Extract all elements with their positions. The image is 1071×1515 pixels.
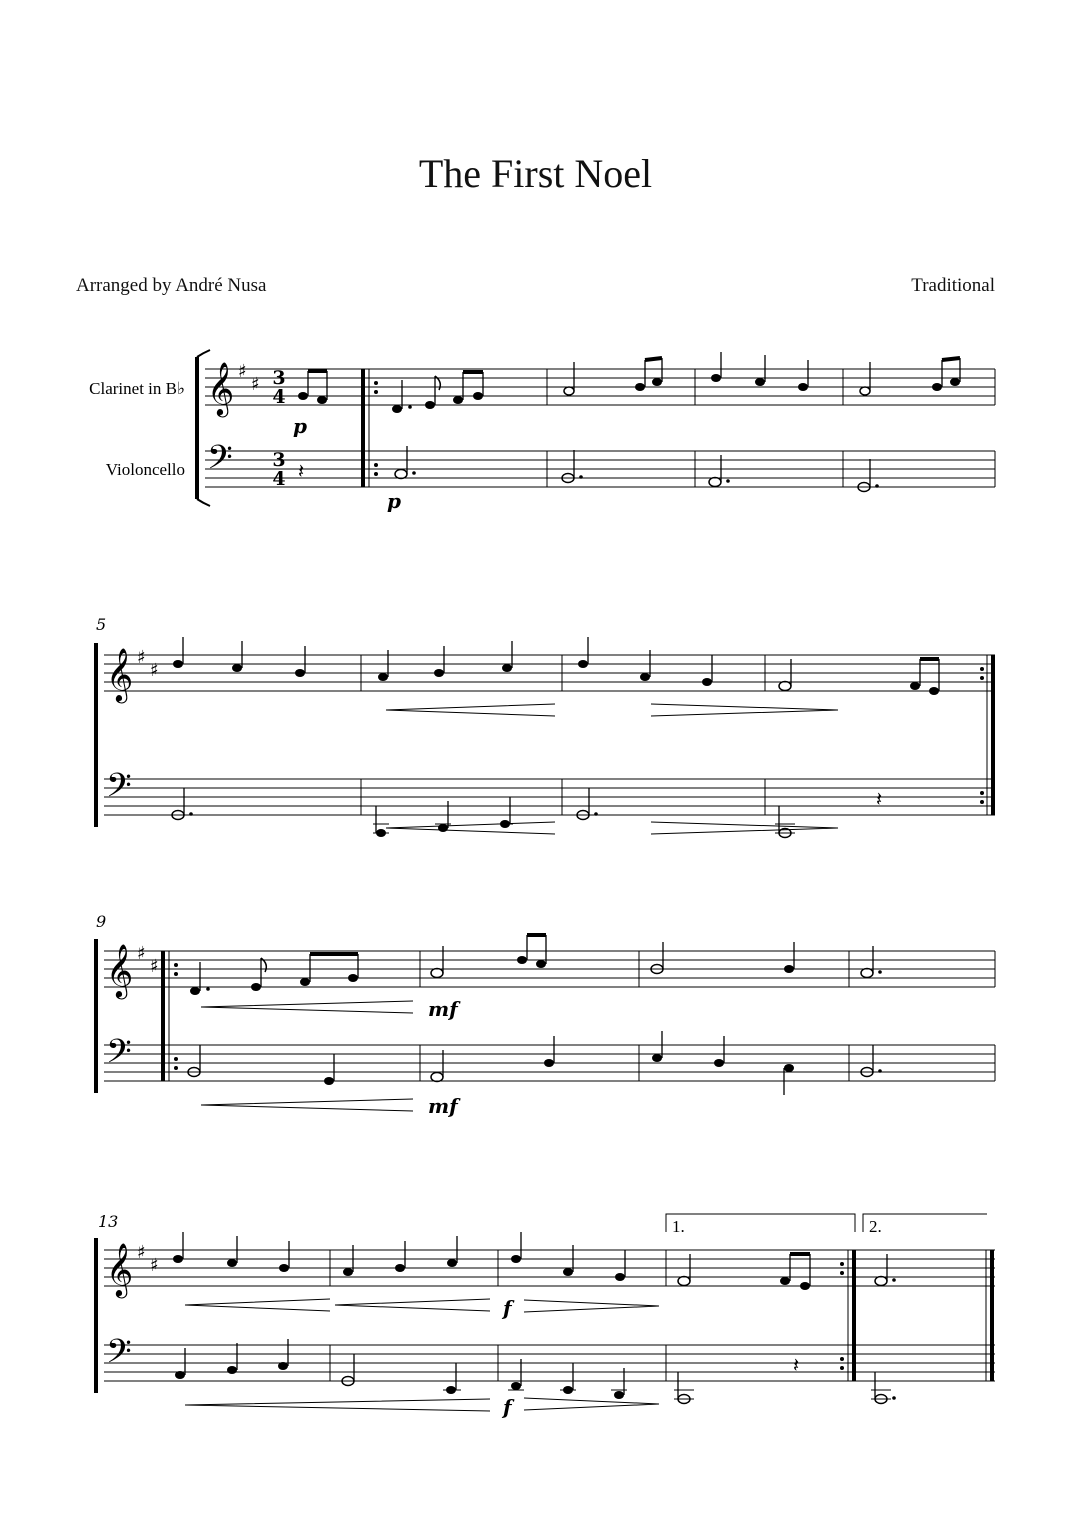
key-sharp-icon: ♯ xyxy=(137,647,146,668)
bass-clef-icon: 𝄢 xyxy=(106,1033,132,1079)
crescendo-hairpin xyxy=(185,1399,490,1411)
treble-clef-icon: 𝄞 xyxy=(106,647,134,701)
treble-clef-icon: 𝄞 xyxy=(106,943,134,997)
key-sharp-icon: ♯ xyxy=(150,660,159,681)
time-sig-top: 3 xyxy=(272,449,286,471)
time-sig-bottom: 4 xyxy=(272,468,286,490)
crescendo-hairpin xyxy=(386,704,555,716)
measure-4-clarinet xyxy=(860,358,960,395)
crescendo-hairpin xyxy=(201,1001,413,1013)
key-sharp-icon: ♯ xyxy=(238,361,247,382)
measure-2-clarinet xyxy=(564,358,662,395)
key-sharp-icon: ♯ xyxy=(251,374,260,395)
dynamic-f: f xyxy=(503,1296,512,1320)
dynamic-mf: mf xyxy=(428,997,458,1021)
crescendo-hairpin xyxy=(201,1099,413,1111)
measure-number: 5 xyxy=(96,615,107,634)
treble-clef-icon: 𝄞 xyxy=(207,361,235,415)
system-4 xyxy=(96,1212,995,1419)
key-sharp-icon: ♯ xyxy=(150,1255,159,1276)
measure-number: 9 xyxy=(96,912,107,931)
quarter-rest-icon: 𝄽 xyxy=(876,787,883,811)
instrument-label-clarinet: Clarinet in B♭ xyxy=(89,379,185,398)
repeat-end xyxy=(980,655,993,815)
bass-clef-icon: 𝄢 xyxy=(106,767,132,813)
score-title: The First Noel xyxy=(418,151,653,196)
quarter-rest-icon: 𝄽 xyxy=(298,459,305,483)
svg-text:2.: 2. xyxy=(869,1217,882,1236)
dynamic-f: f xyxy=(503,1395,512,1419)
bass-clef-icon: 𝄢 xyxy=(207,439,233,485)
decrescendo-hairpin xyxy=(651,822,838,834)
final-barline xyxy=(986,1250,992,1381)
key-sharp-icon: ♯ xyxy=(137,943,146,964)
decrescendo-hairpin xyxy=(524,1300,659,1312)
bass-clef-icon: 𝄢 xyxy=(106,1333,132,1379)
repeat-start xyxy=(163,951,178,1081)
crescendo-hairpin xyxy=(335,1299,490,1311)
decrescendo-hairpin xyxy=(651,704,838,716)
crescendo-hairpin xyxy=(185,1299,330,1311)
measure-3-clarinet xyxy=(711,352,808,391)
key-sharp-icon: ♯ xyxy=(137,1242,146,1263)
repeat-end xyxy=(840,1250,854,1381)
svg-text:1.: 1. xyxy=(672,1217,685,1236)
crescendo-hairpin xyxy=(386,822,555,834)
bass-staff xyxy=(205,451,995,487)
dynamic-p: p xyxy=(293,414,307,438)
quarter-rest-icon: 𝄽 xyxy=(793,1353,800,1377)
volta-second-ending xyxy=(863,1214,987,1236)
arranger-credit: Arranged by André Nusa xyxy=(76,275,267,296)
treble-clef-icon: 𝄞 xyxy=(106,1242,134,1296)
measure-number: 13 xyxy=(98,1212,119,1231)
system-2 xyxy=(96,615,995,838)
system-1 xyxy=(89,350,995,513)
composer-credit: Traditional xyxy=(911,275,995,296)
key-sharp-icon: ♯ xyxy=(150,956,159,977)
time-sig-top: 3 xyxy=(272,367,286,389)
dynamic-mf: mf xyxy=(428,1094,458,1118)
dynamic-p: p xyxy=(387,489,401,513)
time-sig-bottom: 4 xyxy=(272,386,286,408)
decrescendo-hairpin xyxy=(524,1398,659,1410)
instrument-label-cello: Violoncello xyxy=(105,460,185,479)
system-3 xyxy=(96,912,995,1118)
volta-first-ending xyxy=(666,1214,855,1236)
